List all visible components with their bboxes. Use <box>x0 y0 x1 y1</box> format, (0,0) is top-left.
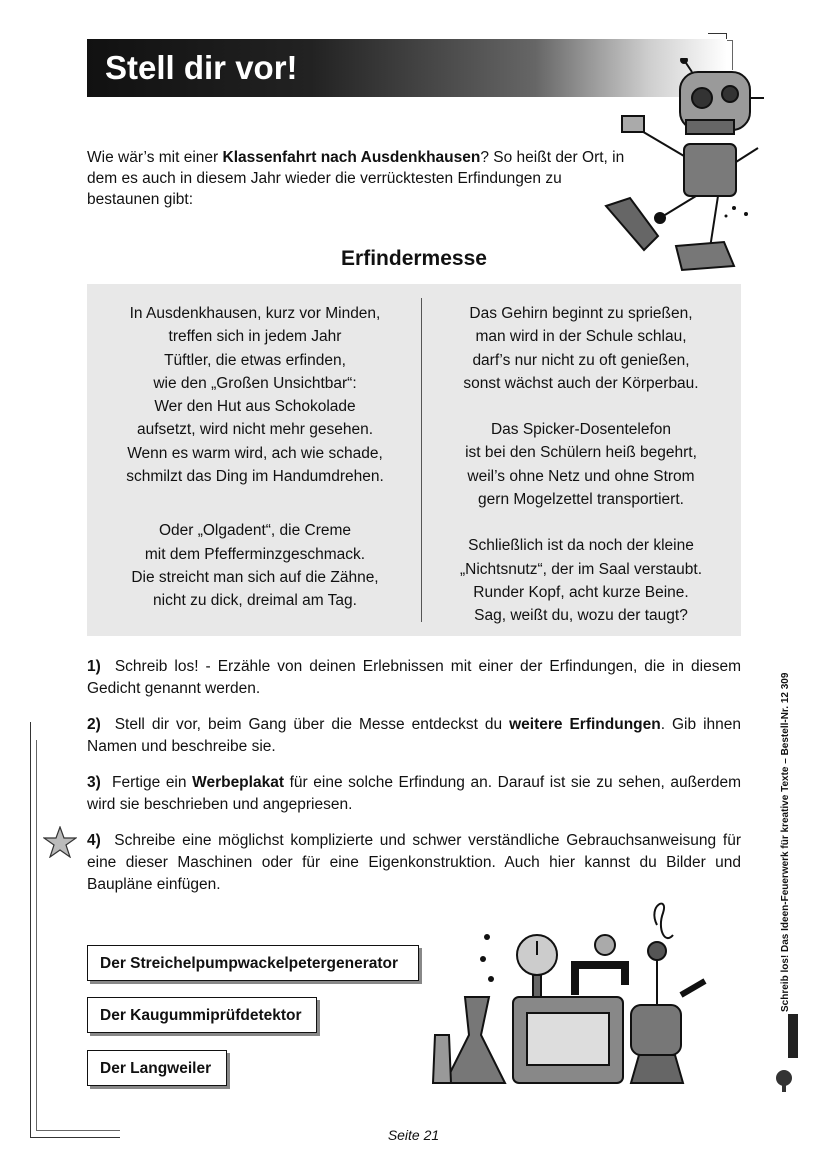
side-publication-text: Schreib los! Das Ideen-Feuerwerk für kreative Texte – Bestell-Nr. 12 309 <box>780 672 791 1012</box>
task-number: 2) <box>87 716 101 733</box>
poem-line: treffen sich in jedem Jahr <box>168 328 342 346</box>
poem-stanza <box>431 418 731 511</box>
poem-line: Das Gehirn beginnt zu sprießen, <box>469 305 693 322</box>
task-text: Fertige ein <box>111 774 193 791</box>
task-text: Schreibe eine möglichst komplizierte und schwer verständliche Gebrauchsanweisung für eine dieser Maschinen oder für eine Eigenkonstruktion. Auch hier kannst du Bilder und Baupläne einfügen. <box>87 832 741 893</box>
poem-line: man wird in der Schule schlau, <box>475 328 687 346</box>
poem-stanza <box>97 302 413 488</box>
poem-line: mit dem Pfefferminzgeschmack. <box>144 545 366 563</box>
poem-line: ist bei den Schülern heiß begehrt, <box>465 444 697 462</box>
intro-text: ? So heißt der Ort, in dem es auch in diesem Jahr wieder die verrücktesten Erfindungen zu bestaunen gibt: <box>87 149 625 208</box>
poem-line: schmilzt das Ding im Handumdrehen. <box>126 468 384 486</box>
task-text: . Gib ihnen Namen und beschreibe sie. <box>87 716 741 755</box>
poem-line: nicht zu dick, dreimal am Tag. <box>153 592 357 610</box>
task-text: Stell dir vor, beim Gang über die Messe entdeckst du <box>114 716 510 733</box>
task-bold: weitere Erfindungen <box>509 716 661 733</box>
machine-illustration <box>425 885 725 1095</box>
task-number: 1) <box>87 658 101 675</box>
invention-label: Der Langweiler <box>87 1050 227 1086</box>
poem-line: Die streicht man sich auf die Zähne, <box>131 568 379 586</box>
side-publication-info <box>780 672 810 1012</box>
frame-line <box>36 740 37 1130</box>
poem-box <box>87 284 741 636</box>
poem-stanza <box>431 534 731 627</box>
intro-bold: Klassenfahrt nach Ausdenkhausen <box>222 149 481 166</box>
poem-line: darf’s nur nicht zu oft genießen, <box>472 351 690 369</box>
poem-line: gern Mogelzettel transportiert. <box>478 491 684 509</box>
poem-stanza <box>97 519 413 612</box>
invention-label: Der Streichelpumpwackelpetergenerator <box>87 945 419 981</box>
poem-line: Runder Kopf, acht kurze Beine. <box>473 583 689 601</box>
poem-line: Wer den Hut aus Schokolade <box>154 398 356 416</box>
task-number: 3) <box>87 774 101 791</box>
task-2 <box>87 714 741 758</box>
star-icon <box>43 826 77 858</box>
poem-line: aufsetzt, wird nicht mehr gesehen. <box>136 421 374 439</box>
poem-line: sonst wächst auch der Körperbau. <box>463 374 699 392</box>
poem-line: weil’s ohne Netz und ohne Strom <box>467 467 695 485</box>
poem-column-right <box>431 302 731 628</box>
poem-column-left <box>97 302 413 613</box>
task-text: für eine solche Erfindung an. Darauf ist sie zu sehen, außerdem wird sie beschrieben und angepriesen. <box>87 774 741 813</box>
poem-title: Erfindermesse <box>341 247 487 270</box>
poem-line: Schließlich ist da noch der kleine <box>468 537 694 555</box>
task-number: 4) <box>87 832 101 849</box>
poem-line: Tüftler, die etwas erfinden, <box>164 351 346 369</box>
intro-paragraph <box>87 147 627 210</box>
intro-text: Wie wär’s mit einer <box>87 149 223 166</box>
task-bold: Werbeplakat <box>192 774 284 791</box>
poem-line: „Nichtsnutz“, der im Saal verstaubt. <box>459 560 703 578</box>
task-3 <box>87 772 741 816</box>
task-1 <box>87 656 741 700</box>
poem-line: Das Spicker-Dosentelefon <box>490 421 672 439</box>
frame-line <box>30 722 31 1137</box>
publisher-name: KOHL VERLAG <box>804 973 810 1017</box>
poem-divider <box>421 298 422 622</box>
poem-line: In Ausdenkhausen, kurz vor Minden, <box>129 305 381 322</box>
poem-line: wie den „Großen Unsichtbar“: <box>153 374 357 392</box>
page-title: Stell dir vor! <box>105 49 298 86</box>
page-number: Seite 21 <box>387 1127 440 1143</box>
poem-line: Oder „Olgadent“, die Creme <box>158 522 352 540</box>
invention-label: Der Kaugummiprüfdetektor <box>87 997 317 1033</box>
poem-line: Wenn es warm wird, ach wie schade, <box>127 444 383 462</box>
poem-stanza <box>431 302 731 395</box>
publisher-logo-icon <box>772 1014 812 1094</box>
frame-line <box>708 33 726 34</box>
poem-line: Sag, weißt du, wozu der taugt? <box>474 607 688 625</box>
task-text: Schreib los! - Erzähle von deinen Erlebnissen mit einer der Erfindungen, die in diesem Gedicht genannt werden. <box>87 658 741 697</box>
